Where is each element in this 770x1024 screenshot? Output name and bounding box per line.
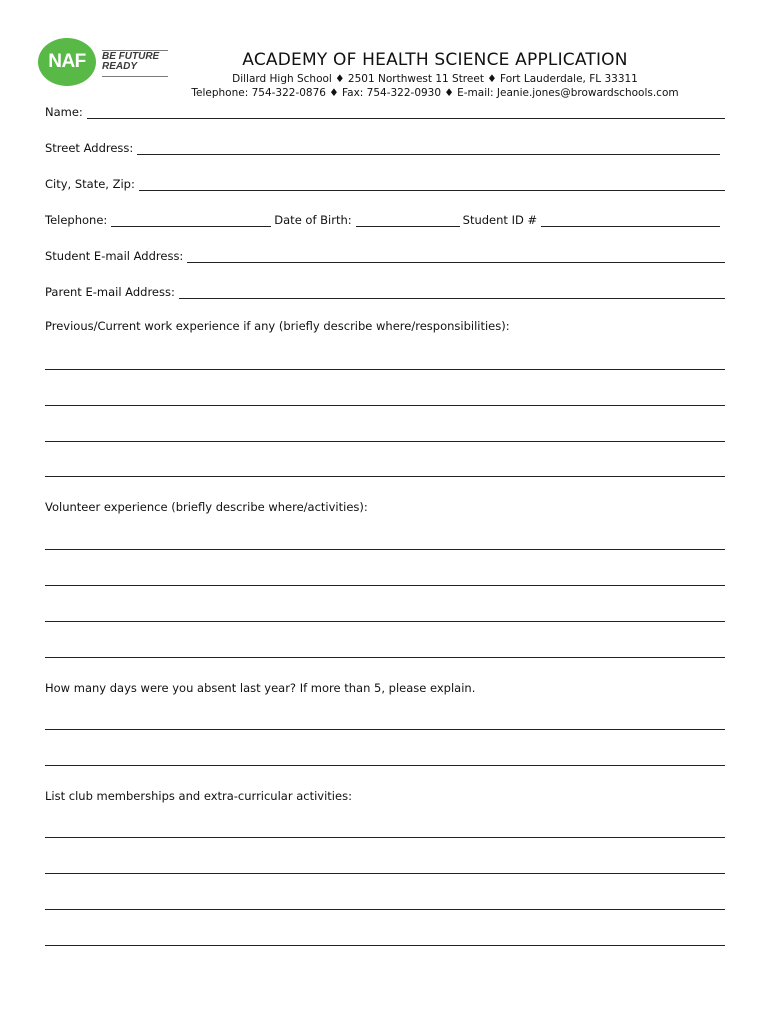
work-experience-line[interactable] xyxy=(45,441,725,442)
absence-question: How many days were you absent last year? If more than 5, please explain. xyxy=(45,681,476,695)
page-title: ACADEMY OF HEALTH SCIENCE APPLICATION xyxy=(242,50,628,70)
volunteer-line[interactable] xyxy=(45,657,725,658)
street-row xyxy=(45,139,720,155)
logo-rule-bottom xyxy=(102,76,168,77)
naf-logo xyxy=(38,38,170,86)
name-field[interactable] xyxy=(87,106,725,119)
street-label: Street Address: xyxy=(45,141,134,155)
volunteer-line[interactable] xyxy=(45,585,725,586)
date-of-birth-field[interactable] xyxy=(356,214,460,227)
student-email-field[interactable] xyxy=(187,250,725,263)
phone-dob-id-row xyxy=(45,211,720,227)
city-row xyxy=(45,175,725,191)
tagline-line-1: BE FUTURE xyxy=(102,51,160,62)
name-row xyxy=(45,103,725,119)
clubs-line[interactable] xyxy=(45,909,725,910)
school-address: Dillard High School ♦ 2501 Northwest 11 Street ♦ Fort Lauderdale, FL 33311 xyxy=(232,73,638,85)
naf-logo-letters: NAF xyxy=(48,51,86,72)
student-id-label: Student ID # xyxy=(462,213,538,227)
school-contact: Telephone: 754-322-0876 ♦ Fax: 754-322-0930 ♦ E-mail: Jeanie.jones@browardschools.com xyxy=(191,87,679,99)
clubs-line[interactable] xyxy=(45,873,725,874)
volunteer-line[interactable] xyxy=(45,549,725,550)
clubs-question: List club memberships and extra-curricular activities: xyxy=(45,789,352,803)
work-experience-question: Previous/Current work experience if any (briefly describe where/responsibilities): xyxy=(45,319,510,333)
parent-email-field[interactable] xyxy=(179,286,725,299)
absence-line[interactable] xyxy=(45,729,725,730)
telephone-field[interactable] xyxy=(111,214,271,227)
tagline-line-2: READY xyxy=(102,61,138,72)
volunteer-question: Volunteer experience (briefly describe where/activities): xyxy=(45,500,368,514)
volunteer-line[interactable] xyxy=(45,621,725,622)
clubs-line[interactable] xyxy=(45,837,725,838)
work-experience-line[interactable] xyxy=(45,369,725,370)
city-state-zip-field[interactable] xyxy=(139,178,725,191)
work-experience-line[interactable] xyxy=(45,405,725,406)
city-label: City, State, Zip: xyxy=(45,177,135,191)
parent-email-label: Parent E-mail Address: xyxy=(45,285,175,299)
work-experience-line[interactable] xyxy=(45,476,725,477)
student-id-field[interactable] xyxy=(541,214,720,227)
student-email-label: Student E-mail Address: xyxy=(45,249,184,263)
parent-email-row xyxy=(45,283,725,299)
street-address-field[interactable] xyxy=(137,142,720,155)
telephone-label: Telephone: xyxy=(45,213,108,227)
naf-logo-tagline xyxy=(102,52,170,72)
student-email-row xyxy=(45,247,725,263)
name-label: Name: xyxy=(45,105,83,119)
dob-label: Date of Birth: xyxy=(274,213,352,227)
absence-line[interactable] xyxy=(45,765,725,766)
clubs-line[interactable] xyxy=(45,945,725,946)
